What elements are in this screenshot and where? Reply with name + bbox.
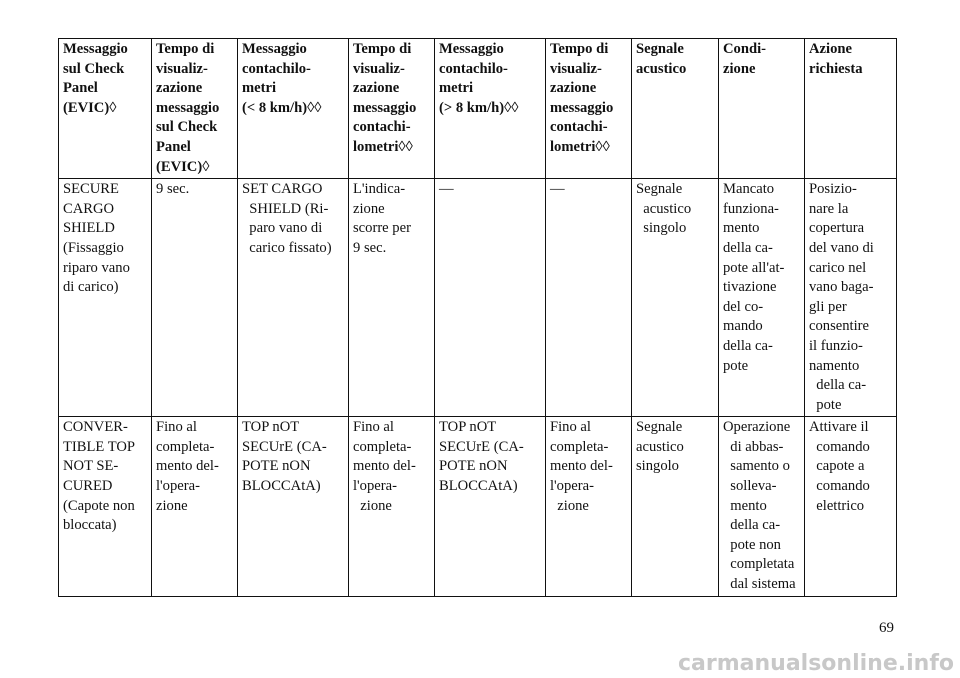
table-row (59, 417, 897, 596)
table-cell: — (546, 179, 632, 417)
header-row (59, 39, 897, 179)
table-row (59, 179, 897, 417)
table-cell: TOP nOT SECUrE (CA- POTE nON BLOCCAtA) (435, 417, 546, 596)
table-cell: L'indica- zione scorre per 9 sec. (349, 179, 435, 417)
header-cell-odometer-display-time-high: Tempo di visualiz- zazione messaggio contachi- lometri◊◊ (546, 39, 632, 179)
table-cell: Segnale acustico singolo (632, 417, 719, 596)
table-cell: Posizio- nare la copertura del vano di carico nel vano baga- gli per consentire il funzio- namento della ca- pote (805, 179, 897, 417)
table-cell: Mancato funziona- mento della ca- pote all'at- tivazione del co- mando della ca- pote (719, 179, 805, 417)
header-cell-action: Azione richiesta (805, 39, 897, 179)
table-cell: Fino al completa- mento del- l'opera- zione (349, 417, 435, 596)
message-table (58, 38, 897, 597)
table-cell: 9 sec. (152, 179, 238, 417)
watermark: carmanualsonline.info (678, 651, 954, 676)
table-cell: SET CARGO SHIELD (Ri- paro vano di carico fissato) (238, 179, 349, 417)
header-cell-chime: Segnale acustico (632, 39, 719, 179)
header-cell-odometer-message-high: Messaggio contachilo- metri (> 8 km/h)◊◊ (435, 39, 546, 179)
header-cell-evic-message: Messaggio sul Check Panel (EVIC)◊ (59, 39, 152, 179)
page-number: 69 (879, 620, 894, 636)
table-cell: Attivare il comando capote a comando elettrico (805, 417, 897, 596)
table-cell: CONVER- TIBLE TOP NOT SE- CURED (Capote non bloccata) (59, 417, 152, 596)
table-cell: — (435, 179, 546, 417)
table-cell: Fino al completa- mento del- l'opera- zione (152, 417, 238, 596)
table-cell: Operazione di abbas- samento o solleva- mento della ca- pote non completata dal sistema (719, 417, 805, 596)
header-cell-odometer-display-time-low: Tempo di visualiz- zazione messaggio contachi- lometri◊◊ (349, 39, 435, 179)
header-cell-odometer-message-low: Messaggio contachilo- metri (< 8 km/h)◊◊ (238, 39, 349, 179)
header-cell-evic-display-time: Tempo di visualiz- zazione messaggio sul Check Panel (EVIC)◊ (152, 39, 238, 179)
table-cell: SECURE CARGO SHIELD (Fissaggio riparo vano di carico) (59, 179, 152, 417)
header-cell-condition: Condi- zione (719, 39, 805, 179)
table-cell: Segnale acustico singolo (632, 179, 719, 417)
table-cell: TOP nOT SECUrE (CA- POTE nON BLOCCAtA) (238, 417, 349, 596)
table-cell: Fino al completa- mento del- l'opera- zione (546, 417, 632, 596)
